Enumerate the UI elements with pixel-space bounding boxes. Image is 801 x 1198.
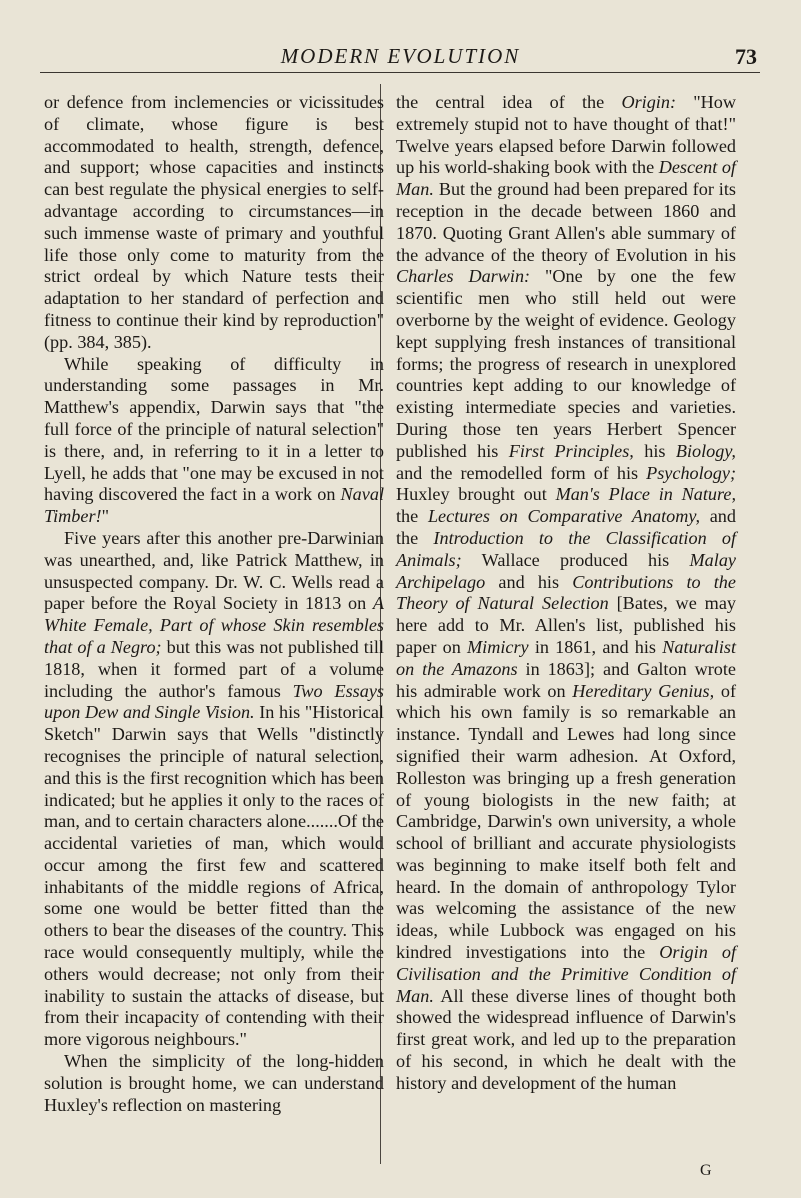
text-run: and the bbox=[396, 506, 736, 548]
italic-title: Hereditary Genius, bbox=[572, 680, 715, 701]
text-run: but this was not published till 1818, when it formed part of a volume including the author's famous bbox=[44, 636, 384, 701]
italic-title: First Principles, bbox=[508, 440, 634, 461]
italic-title: Introduction to the Classification of Animals; bbox=[396, 527, 736, 570]
italic-title: Mimicry bbox=[467, 636, 529, 657]
paragraph bbox=[44, 528, 384, 1051]
text-run: or defence from inclemencies or vicissitudes of climate, whose figure is best accommodated to health, strength, defence, and support; whose capacities and instincts can best regulate the physical energies to self-advantage according to circumstances—in such immense waste of primary and youthful life those only come to maturity from the strict ordeal by which Nature tests their adaptation to her standard of perfection and fitness to continue their kind by reproduction" (pp. 384, 385). bbox=[44, 92, 384, 352]
running-head bbox=[0, 44, 801, 74]
italic-title: Origin of Civilisation and the Primitive Condition of Man. bbox=[396, 942, 736, 1006]
italic-title: Naturalist on the Amazons bbox=[396, 636, 736, 679]
page-number: 73 bbox=[735, 44, 757, 69]
italic-title: Malay Archipelago bbox=[396, 549, 736, 592]
text-run: [Bates, we may here add to Mr. Allen's list, published his paper on bbox=[396, 593, 736, 657]
text-run: his bbox=[633, 440, 676, 461]
text-run: in 1861, and his bbox=[528, 636, 663, 657]
text-run: the bbox=[396, 506, 428, 527]
italic-title: Two Essays upon Dew and Single Vision. bbox=[44, 680, 384, 723]
left-column bbox=[44, 92, 384, 1116]
right-column bbox=[396, 92, 736, 1095]
italic-title: Biology, bbox=[675, 440, 736, 461]
signature-mark: G bbox=[700, 1162, 712, 1179]
italic-title: Psychology; bbox=[646, 462, 736, 483]
text-run: in 1863]; and Galton wrote his admirable work on bbox=[396, 658, 736, 701]
text-run: and his bbox=[485, 571, 573, 592]
italic-title: Man's Place in Nature, bbox=[555, 484, 736, 505]
text-run: Five years after this another pre-Darwinian was unearthed, and, like Patrick Matthew, in unsuspected company. Dr. W. C. Wells read a paper before the Royal Society in 1813 on bbox=[44, 527, 384, 614]
text-run: In his "Historical Sketch" Darwin says that Wells "distinctly recognises the principle of natural selection, and this is the first recognition which has been indicated; but he applies it only to the races of man, and to certain characters alone.......Of the accidental varieties of man, which would occur among the first few and scattered inhabitants of the middle regions of Africa, some one would be better fitted than the others to bear the diseases of the country. This race would consequently multiply, while the others would decrease; not only from their inability to sustain the attacks of disease, but from their incapacity of contending with their more vigorous neighbours." bbox=[44, 702, 384, 1050]
header-rule bbox=[40, 72, 760, 73]
italic-title: A White Female, Part of whose Skin resembles that of a Negro; bbox=[44, 593, 384, 657]
italic-title: Descent of Man. bbox=[396, 157, 736, 200]
text-run: of which his own family is so remarkable an instance. Tyndall and Lewes had long since signified their warm adhesion. At Oxford, Rolleston was bringing up a fresh generation of young biologists in the new faith; at Cambridge, Darwin's own university, a whole school of brilliant and accurate physiologists was beginning to make itself both felt and heard. In the domain of anthropology Tylor was welcoming the assistance of the new ideas, while Lubbock was engaged on his kindred investigations into the bbox=[396, 680, 736, 963]
paragraph bbox=[44, 92, 384, 354]
text-run: While speaking of difficulty in understanding some passages in Mr. Matthew's appendix, Darwin says that "the full force of the principle of natural selection" is there, and, in referring to it in a letter to Lyell, he adds that "one may be excused in not having discovered the fact in a work on bbox=[44, 353, 384, 505]
italic-title: Contributions to the Theory of Natural Selection bbox=[396, 571, 736, 614]
text-run: But the ground had been prepared for its reception in the decade between 1860 and 1870. Quoting Grant Allen's able summary of the advance of the theory of Evolution in his bbox=[396, 179, 736, 265]
text-run: " bbox=[101, 506, 110, 527]
text-run: Wallace produced his bbox=[461, 549, 690, 570]
text-run: When the simplicity of the long-hidden solution is brought home, we can understand Huxley's reflection on mastering bbox=[44, 1051, 384, 1115]
text-run: Huxley brought out bbox=[396, 484, 556, 505]
text-run: All these diverse lines of thought both showed the widespread influence of Darwin's first great work, and led up to the preparation of his second, in which he dealt with the history and development of the human bbox=[396, 985, 736, 1093]
running-title: MODERN EVOLUTION bbox=[280, 44, 521, 68]
italic-title: Naval Timber! bbox=[44, 484, 384, 527]
paragraph bbox=[44, 354, 384, 528]
italic-title: Charles Darwin: bbox=[396, 266, 531, 287]
text-run: "One by one the few scientific men who still held out were overborne by the weight of evidence. Geology kept supplying fresh instances of transitional forms; the progress of research in unexplored countries kept adding to our knowledge of existing intermediate species and varieties. During those ten years Herbert Spencer published his bbox=[396, 266, 736, 461]
paragraph bbox=[396, 92, 736, 1095]
text-run: "How extremely stupid not to have thought of that!" Twelve years elapsed before Darwin followed up his world-shaking book with the bbox=[396, 92, 737, 178]
paragraph bbox=[44, 1051, 384, 1116]
italic-title: Lectures on Comparative Anatomy, bbox=[427, 506, 701, 527]
text-run: and the remodelled form of his bbox=[396, 462, 647, 483]
text-run: the central idea of the bbox=[396, 92, 622, 112]
italic-title: Origin: bbox=[621, 92, 676, 112]
